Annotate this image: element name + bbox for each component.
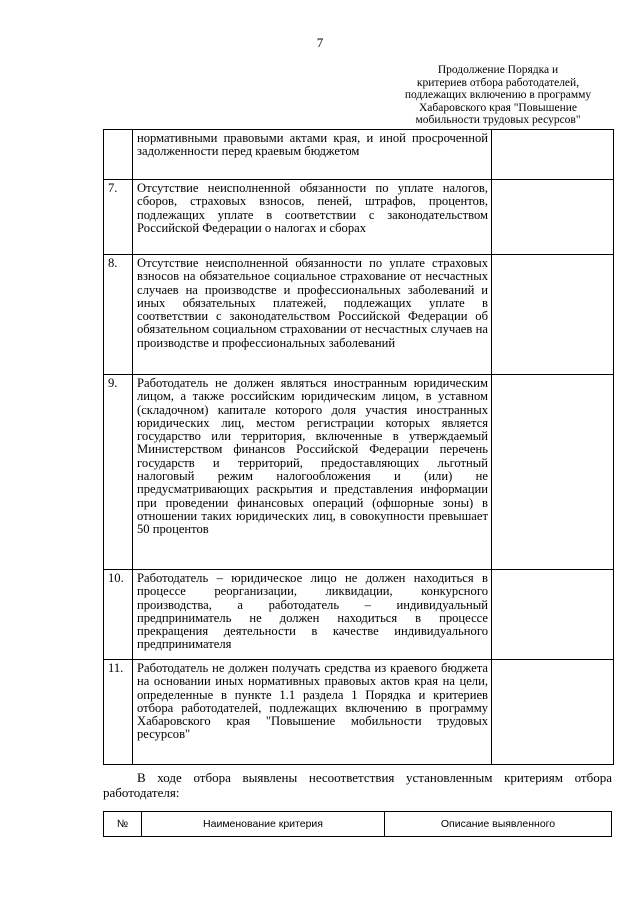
row-mark-cell — [492, 570, 614, 660]
row-number: 11. — [104, 660, 133, 765]
header-note-line: критериев отбора работодателей, — [416, 76, 580, 89]
criterion-text: нормативными правовыми актами края, и иной просроченной задолженности перед краевым бюджетом — [137, 131, 488, 159]
row-mark-cell — [492, 130, 614, 180]
row-mark-cell — [492, 660, 614, 765]
row-text-cell — [133, 660, 492, 765]
findings-header-description: Описание выявленного — [385, 812, 612, 837]
criterion-text: Работодатель не должен являться иностранным юридическим лицом, а также российским юридическим лицом, в уставном (складочном) капитале которого доля участия иностранных юридических лиц, местом регистрации которых является государство или территория, включенные в утверждаемый Министерством финансов Российской Федерации перечень государств и территорий, предоставляющих льготный налоговый режим налогообложения и (или) не предусматривающих раскрытия и представления информации при проведении финансовых операций (офшорные зоны) в отношении таких юридических лиц, в совокупности превышает 50 процентов — [137, 376, 488, 537]
row-text-cell — [133, 375, 492, 570]
criterion-text: Работодатель – юридическое лицо не должен находиться в процессе реорганизации, ликвидации, конкурсного производства, а работодатель – индивидуальный предприниматель не должен находиться в процессе прекращения деятельности в качестве индивидуального предпринимателя — [137, 571, 488, 652]
table-row — [104, 130, 614, 180]
row-number: 7. — [104, 180, 133, 255]
row-mark-cell — [492, 375, 614, 570]
row-number — [104, 130, 133, 180]
findings-header-number: № — [104, 812, 142, 837]
header-note-line: Продолжение Порядка и — [437, 64, 559, 76]
criteria-table — [103, 129, 614, 765]
criterion-text: Отсутствие неисполненной обязанности по уплате страховых взносов на обязательное социальное страхование от несчастных случаев на производстве и профессиональных заболеваний и иных обязательных платежей, подлежащих уплате в соответствии с законодательством Российской Федерации об обязательном социальном страховании от несчастных случаев на производстве и профессиональных заболеваний — [137, 256, 488, 350]
header-note — [392, 64, 604, 127]
findings-statement: В ходе отбора выявлены несоответствия установленным критериям отбора работодателя: — [103, 770, 612, 800]
criterion-text: Отсутствие неисполненной обязанности по уплате налогов, сборов, страховых взносов, пеней, штрафов, процентов, подлежащих уплате в соответствии с законодательством Российской Федерации о налогах и сборах — [137, 181, 488, 235]
table-row — [104, 570, 614, 660]
header-note-line: подлежащих включению в программу — [404, 89, 592, 101]
table-row — [104, 255, 614, 375]
table-row — [104, 375, 614, 570]
criterion-text: Работодатель не должен получать средства из краевого бюджета на основании иных нормативных правовых актов края на цели, определенные в пункте 1.1 раздела 1 Порядка и критериев отбора работодателей, подлежащих включению в программу Хабаровского края "Повышение мобильности трудовых ресурсов" — [137, 661, 488, 742]
row-number: 10. — [104, 570, 133, 660]
table-row — [104, 660, 614, 765]
row-text-cell — [133, 255, 492, 375]
row-number: 9. — [104, 375, 133, 570]
row-number: 8. — [104, 255, 133, 375]
findings-table — [103, 811, 612, 837]
findings-header-row — [104, 812, 612, 837]
findings-header-criterion: Наименование критерия — [142, 812, 385, 837]
table-row — [104, 180, 614, 255]
row-mark-cell — [492, 180, 614, 255]
row-text-cell — [133, 130, 492, 180]
header-note-line: Хабаровского края "Повышение — [418, 101, 578, 114]
header-note-line: мобильности трудовых ресурсов" — [415, 114, 581, 126]
row-text-cell — [133, 180, 492, 255]
row-text-cell — [133, 570, 492, 660]
page-number: 7 — [316, 35, 324, 50]
row-mark-cell — [492, 255, 614, 375]
